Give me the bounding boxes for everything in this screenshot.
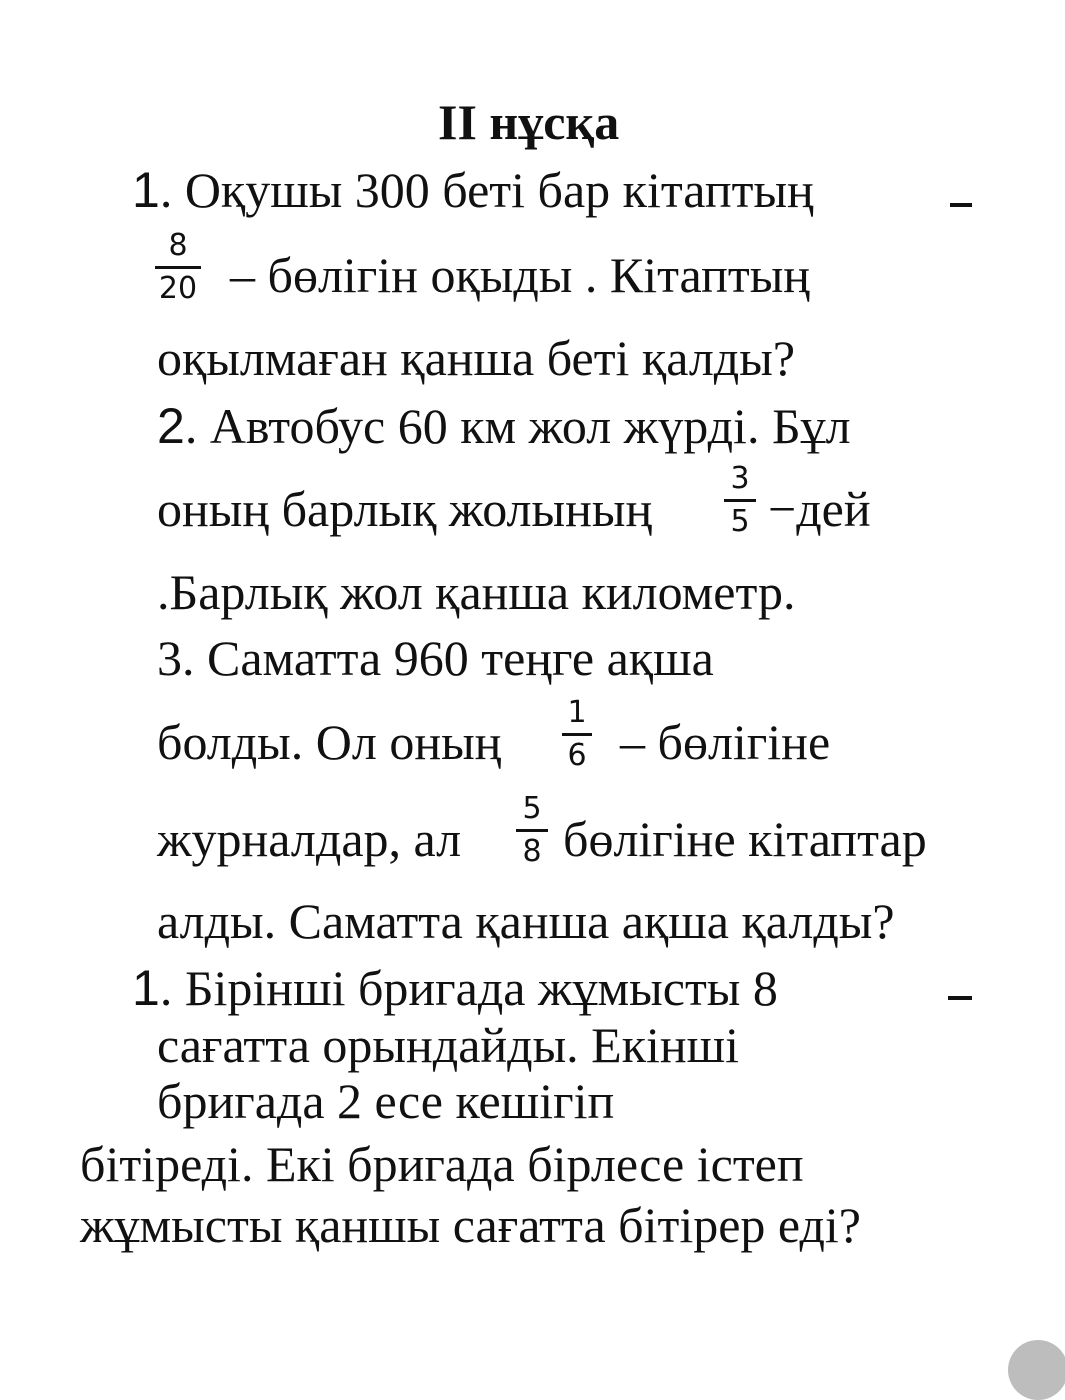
fraction-bar (562, 733, 592, 736)
problem-4-number: 1 (132, 960, 160, 1016)
problem-4-line-3: бригада 2 есе кешігіп (157, 1073, 615, 1129)
problem-3-line-4: алды. Саматта қанша ақша қалды? (157, 893, 895, 949)
fraction-denominator: 20 (158, 271, 198, 306)
problem-4-text-1: . Бірінші бригада жұмысты 8 (159, 960, 778, 1016)
answer-dash (950, 203, 972, 207)
fraction-8-20 (155, 230, 201, 305)
problem-1-line-3: оқылмаған қанша беті қалды? (157, 330, 796, 386)
problem-2-number: 2 (157, 398, 185, 454)
problem-2-line-2: оның барлық жолының (157, 481, 653, 537)
fraction-denominator: 8 (522, 834, 542, 869)
fraction-3-5 (724, 463, 756, 538)
problem-2-text-1: . Автобус 60 км жол жүрді. Бұл (184, 398, 851, 454)
problem-2-line-1 (157, 398, 851, 454)
problem-4-line-1 (132, 960, 778, 1016)
fraction-denominator: 6 (567, 738, 587, 773)
problem-4-line-4: бітіреді. Екі бригада бірлесе істеп (80, 1136, 804, 1192)
problem-3-line-1: 3. Саматта 960 теңге ақша (157, 630, 714, 686)
floating-action-button[interactable] (1008, 1340, 1065, 1400)
fraction-numerator: 5 (522, 791, 542, 826)
answer-dash (948, 996, 972, 1000)
problem-3-line-2-end: – бөлігіне (620, 714, 831, 770)
problem-3-line-3: журналдар, ал (157, 811, 462, 867)
problem-2-line-2-end: −дей (768, 481, 871, 537)
page-title: II нұсқа (438, 94, 620, 150)
fraction-5-8 (516, 793, 548, 868)
fraction-numerator: 8 (168, 228, 188, 263)
problem-2-line-3: .Барлық жол қанша километр. (157, 564, 796, 620)
problem-1-text-1: . Оқушы 300 беті бар кітаптың (159, 162, 814, 218)
fraction-numerator: 1 (567, 695, 587, 730)
problem-1-line-2: – бөлігін оқыды . Кітаптың (230, 247, 811, 303)
fraction-bar (155, 266, 201, 269)
problem-1-number: 1 (132, 162, 160, 218)
fraction-bar (516, 829, 548, 832)
problem-4-line-2: сағатта орындайды. Екінші (157, 1017, 740, 1073)
fraction-numerator: 3 (730, 461, 750, 496)
fraction-denominator: 5 (730, 504, 750, 539)
problem-3-line-3-end: бөлігіне кітаптар (563, 811, 927, 867)
problem-4-line-5: жұмысты қаншы сағатта бітірер еді? (80, 1197, 861, 1253)
fraction-1-6 (562, 697, 592, 772)
fraction-bar (724, 499, 756, 502)
problem-1-line-1 (132, 162, 814, 218)
problem-3-line-2: болды. Ол оның (157, 714, 502, 770)
